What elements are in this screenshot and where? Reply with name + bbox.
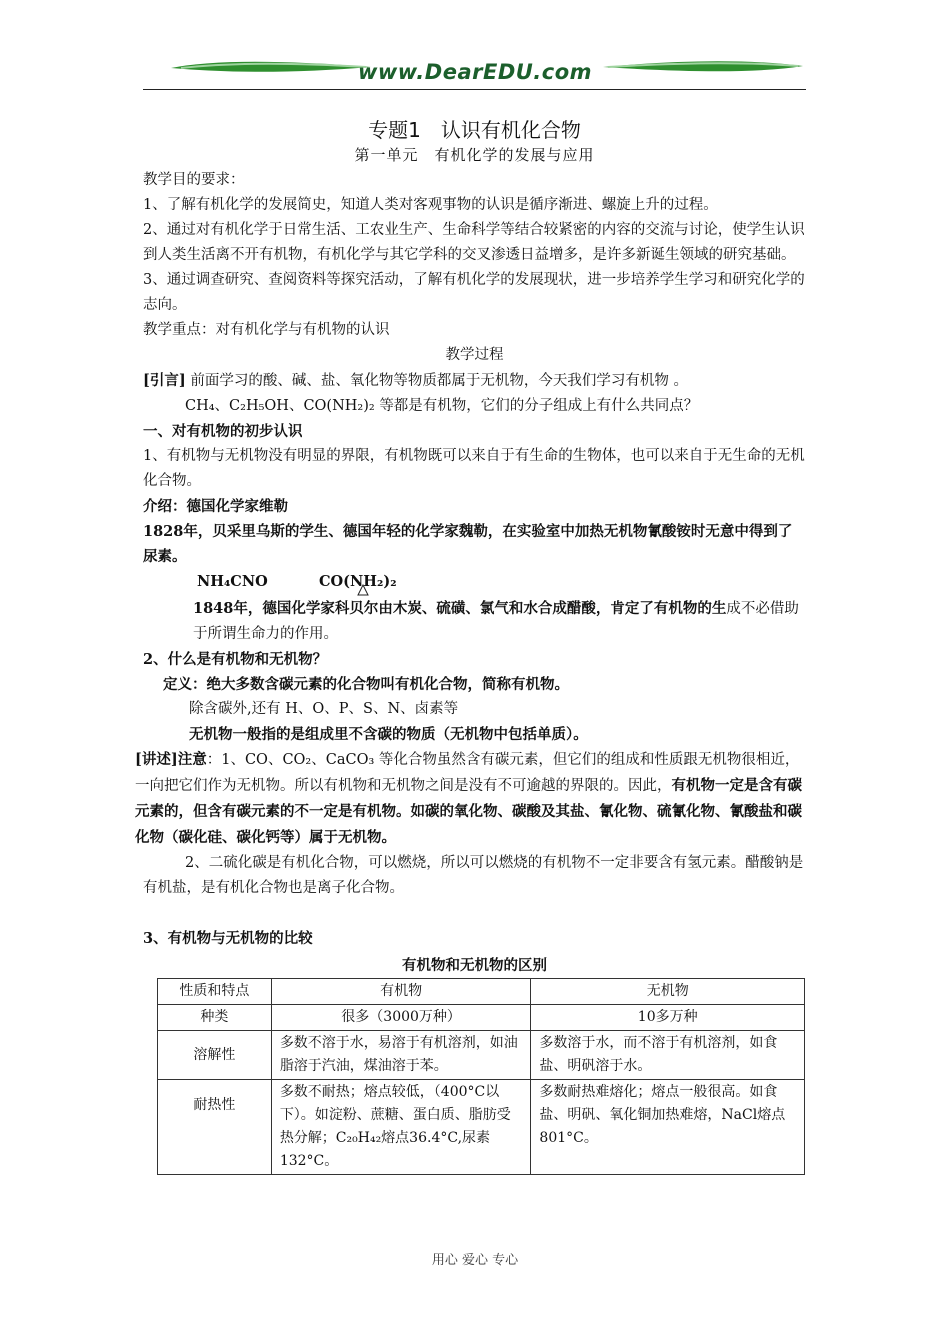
kolbe-bold: 1848年，德国化学家科贝尔由木炭、硫磺、氯气和水合成醋酸，肯定了有机物的生 <box>193 600 727 617</box>
kolbe-rest: 成不必借助于所谓生命力的作用。 <box>193 601 799 642</box>
intro-tag: [引言] <box>143 372 186 389</box>
goal-2: 2、通过对有机化学于日常生活、工农业生产、生命科学等结合较紧密的内容的交流与讨论，使学生认识到人类生活离不开有机物，有机化学与其它学科的交叉渗透日益增多，是许多新诞生领域的研究基础。 <box>143 222 805 263</box>
goals-heading: 教学目的要求： <box>143 172 245 188</box>
table-row <box>158 1031 805 1080</box>
site-logo: www.DearEDU.com <box>357 60 593 84</box>
section-3-heading: 3、有机物与无机物的比较 <box>143 930 313 947</box>
wohler-heading: 介绍：德国化学家维勒 <box>143 498 288 515</box>
table-header-cell: 有机物 <box>271 979 531 1005</box>
lecture-paragraph <box>135 747 806 851</box>
right-swoosh-logo <box>603 58 803 78</box>
point-2: 2、二硫化碳是有机化合物，可以燃烧，所以可以燃烧的有机物不一定非要含有氢元素。醋酸钠是有机盐，是有机化合物也是离子化合物。 <box>143 855 804 896</box>
table-row <box>158 1005 805 1031</box>
wohler-text: 1828年，贝采里乌斯的学生、德国年轻的化学家魏勒，在实验室中加热无机物氰酸铵时无意中得到了尿素。 <box>143 523 793 565</box>
table-cell: 很多（3000万种） <box>271 1005 531 1031</box>
table-cell: 多数不溶于水，易溶于有机溶剂，如油脂溶于汽油，煤油溶于苯。 <box>271 1031 531 1080</box>
goal-3: 3、通过调查研究、查阅资料等探究活动，了解有机化学的发展现状，进一步培养学生学习和研究化学的志向。 <box>143 272 805 313</box>
heat-triangle-icon <box>357 584 369 596</box>
comparison-table <box>157 978 805 1175</box>
table-cell: 10多万种 <box>531 1005 805 1031</box>
inorganic-definition: 无机物一般指的是组成里不含碳的物质（无机物中包括单质）。 <box>189 726 588 743</box>
doc-subtitle: 第一单元 有机化学的发展与应用 <box>354 146 595 164</box>
left-swoosh-logo <box>171 58 371 78</box>
section-1-heading: 一、对有机物的初步认识 <box>143 423 303 440</box>
doc-title: 专题1 认识有机化合物 <box>368 118 581 142</box>
intro-formulas: CH₄、C₂H₅OH、CO(NH₂)₂ 等都是有机物，它们的分子组成上有什么共同点？ <box>185 398 699 414</box>
intro-text: 前面学习的酸、碱、盐、氧化物等物质都属于无机物，今天我们学习有机物 。 <box>185 373 688 389</box>
table-cell: 溶解性 <box>158 1031 272 1080</box>
document-body <box>135 116 806 1175</box>
page-footer: 用心 爱心 专心 <box>431 1253 519 1268</box>
table-cell: 种类 <box>158 1005 272 1031</box>
lecture-tag: [讲述]注意 <box>135 751 207 768</box>
elements-note: 除含碳外,还有 H、O、P、S、N、卤素等 <box>189 701 459 717</box>
table-row <box>158 1080 805 1175</box>
kolbe-paragraph <box>143 596 806 647</box>
reactant: NH₄CNO <box>197 573 268 590</box>
definition: 定义：绝大多数含碳元素的化合物叫有机化合物，简称有机物。 <box>163 676 569 693</box>
table-cell: 耐热性 <box>158 1080 272 1175</box>
table-title: 有机物和无机物的区别 <box>402 957 547 974</box>
table-cell: 多数溶于水，而不溶于有机溶剂，如食盐、明矾溶于水。 <box>531 1031 805 1080</box>
page-header <box>143 58 806 90</box>
teaching-focus: 教学重点：对有机化学与有机物的认识 <box>143 322 390 338</box>
reaction-equation <box>143 569 806 596</box>
lecture-bold: 有机物一定是含有碳元素的，但含有碳元素的不一定是有机物。如碳的氧化物、碳酸及其盐、氰化物、硫氰化物、氰酸盐和碳化物（碳化硅、碳化钙等）属于无机物。 <box>135 777 802 846</box>
header-rule <box>143 89 806 90</box>
goal-1: 1、了解有机化学的发展简史，知道人类对客观事物的认识是循序渐进、螺旋上升的过程。 <box>143 197 718 213</box>
table-cell: 多数不耐热；熔点较低，（400°C以下）。如淀粉、蔗糖、蛋白质、脂肪受热分解；C₂₀H₄₂熔点36.4°C,尿素132°C。 <box>271 1080 531 1175</box>
section-1-text: 1、有机物与无机物没有明显的界限，有机物既可以来自于有生命的生物体，也可以来自于无生命的无机化合物。 <box>143 448 805 489</box>
process-heading: 教学过程 <box>445 347 504 363</box>
intro-paragraph <box>143 368 806 394</box>
section-2-heading: 2、什么是有机物和无机物？ <box>143 651 328 668</box>
product: CO(NH₂)₂ <box>319 573 397 590</box>
table-header-cell: 无机物 <box>531 979 805 1005</box>
lecture-part-1: ：1、CO、CO₂、CaCO₃ 等化合物虽然含有碳元素，但它们的组成和性质跟无机物很相近，一向把它们作为无机物。所以有机物和无机物之间是没有不可逾越的界限的。因此， <box>135 752 800 794</box>
table-header-cell: 性质和特点 <box>158 979 272 1005</box>
table-header-row <box>158 979 805 1005</box>
table-cell: 多数耐热难熔化；熔点一般很高。如食盐、明矾、氧化铜加热难熔，NaCl熔点801°C。 <box>531 1080 805 1175</box>
